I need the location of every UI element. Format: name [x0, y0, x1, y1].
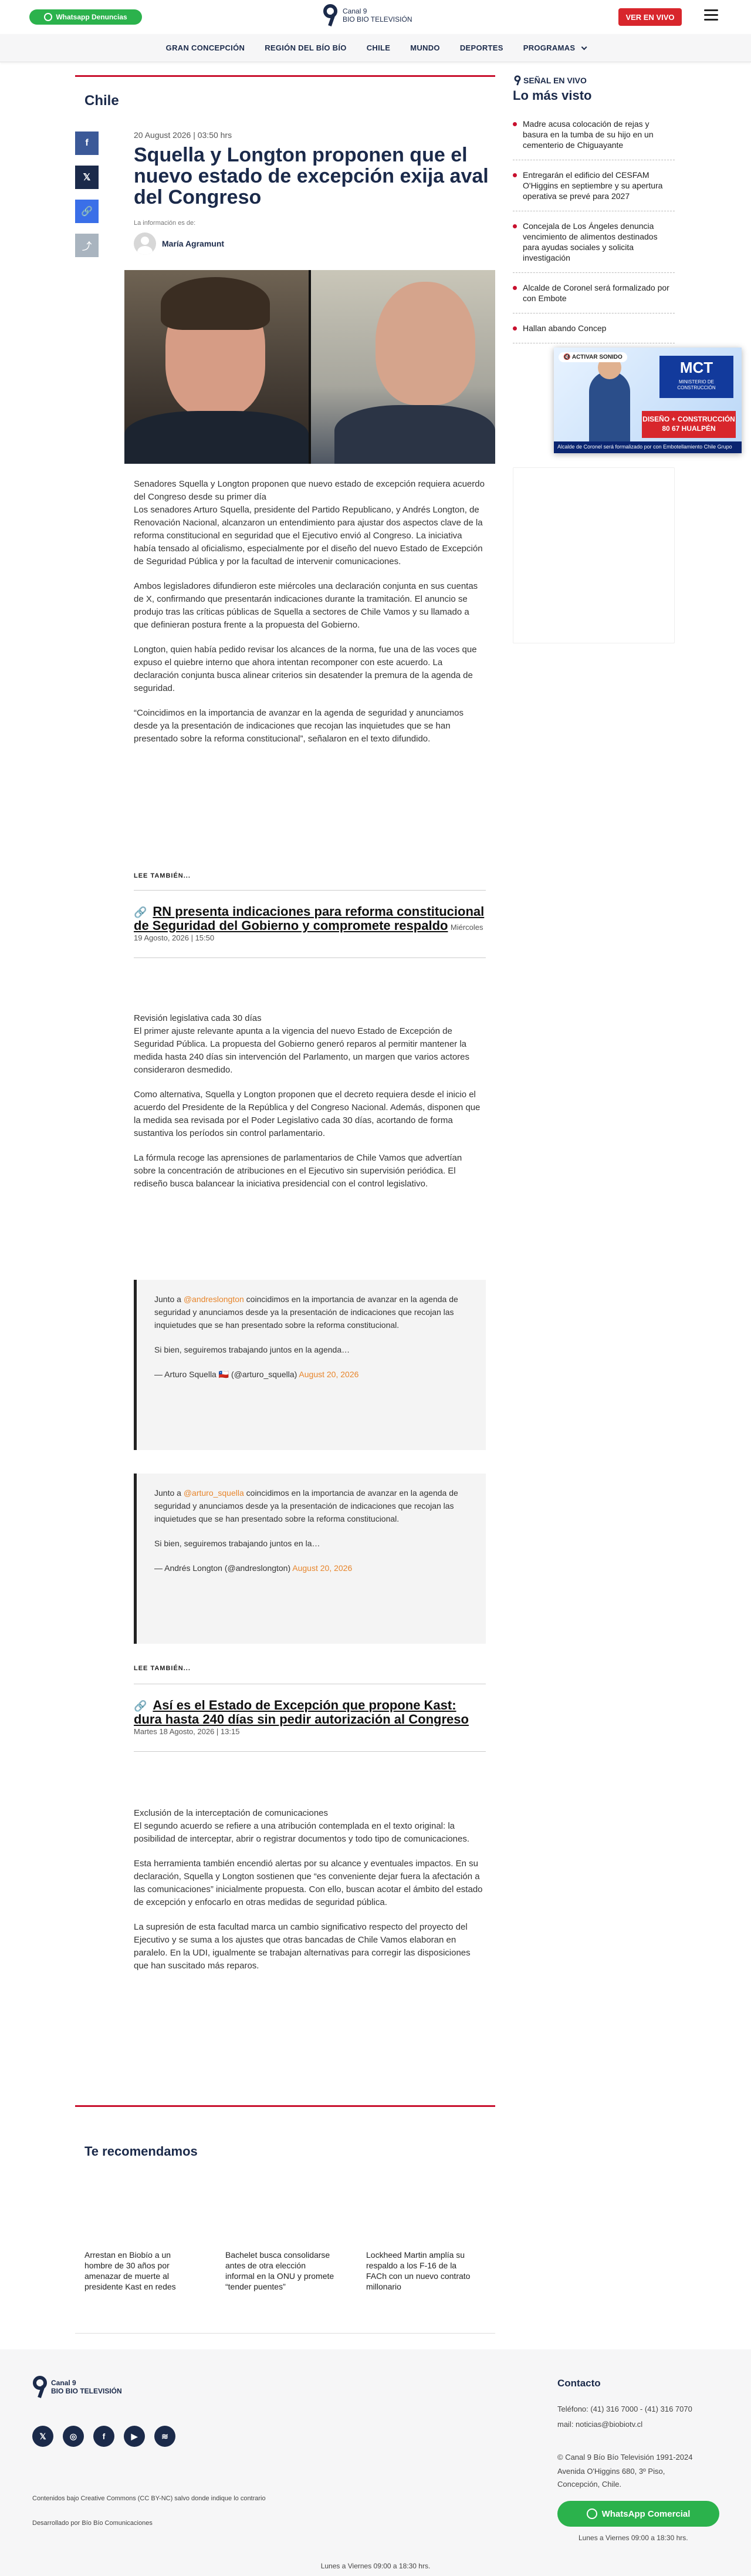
- tweet-line: Si bien, seguiremos trabajando juntos en la agenda…: [154, 1345, 350, 1354]
- live-signal-label: SEÑAL EN VIVO: [523, 76, 587, 85]
- developer-text: Desarrollado por Bío Bío Comunicaciones: [32, 2520, 153, 2527]
- list-item[interactable]: [513, 170, 675, 211]
- live-button[interactable]: VER EN VIVO: [618, 8, 682, 26]
- facebook-icon: f: [85, 138, 89, 148]
- chevron-down-icon: [581, 44, 587, 50]
- share-bar: [75, 132, 101, 268]
- youtube-icon[interactable]: ▶: [124, 2426, 145, 2447]
- article-body-2: [134, 1012, 486, 1202]
- read-also-label: LEE TAMBIÉN...: [134, 1665, 191, 1672]
- live-signal-link[interactable]: [514, 75, 587, 86]
- license-text: Contenidos bajo Creative Commons (CC BY-NC) salvo donde indique lo contrario: [32, 2495, 266, 2502]
- canal9-logo-icon: [32, 2375, 48, 2399]
- floating-video-player[interactable]: [554, 348, 742, 453]
- video-brand: [659, 356, 733, 398]
- contact-title: Contacto: [557, 2378, 601, 2389]
- tweet-mention[interactable]: @arturo_squella: [183, 1488, 244, 1498]
- article-photo: [124, 270, 495, 464]
- paragraph: Revisión legislativa cada 30 días El primer ajuste relevante apunta a la vigencia del nuevo Estado de Excepción de Seguridad Pública. La propuesta del Gobierno generó reparos al permitir mantener la medida hasta 240 días sin intervención del Parlamento, un margen que varios actores consideraron desmedido.: [134, 1013, 469, 1075]
- author[interactable]: [134, 232, 224, 255]
- nav-mundo[interactable]: MUNDO: [410, 43, 440, 52]
- bullet-icon: [513, 224, 517, 228]
- divider: [75, 2105, 495, 2107]
- bullet-icon: [513, 173, 517, 177]
- related-article-2[interactable]: [134, 1684, 486, 1752]
- list-item[interactable]: [513, 323, 675, 343]
- nav-programas-label: PROGRAMAS: [523, 43, 576, 52]
- list-item-label: Hallan abando Concep: [523, 323, 607, 333]
- nav-region-biobio[interactable]: REGIÓN DEL BÍO BÍO: [265, 43, 347, 52]
- canal9-logo-icon: [514, 75, 521, 86]
- share-button[interactable]: [75, 234, 99, 257]
- list-item[interactable]: [513, 119, 675, 160]
- recommend-item[interactable]: Bachelet busca consolidarse antes de otra elección informal en la ONU y promete “tender puentes”: [225, 2250, 334, 2291]
- avatar: [134, 232, 156, 255]
- read-also-label: LEE TAMBIÉN...: [134, 872, 191, 879]
- tweet-text: Junto a: [154, 1294, 184, 1304]
- share-icon: ⤴: [82, 241, 92, 252]
- divider: [75, 2333, 495, 2334]
- list-item-label: Madre acusa colocación de rejas y basura en la tumba de su hijo en un cementerio de Chiguayante: [523, 119, 654, 150]
- article-body-1: [134, 478, 486, 757]
- article-title: Squella y Longton proponen que el nuevo estado de excepción exija aval del Congreso: [134, 144, 489, 208]
- link-icon: 🔗: [134, 906, 147, 918]
- copy-link-button[interactable]: [75, 200, 99, 223]
- footer-logo-line2: BIO BIO TELEVISIÓN: [51, 2387, 122, 2395]
- paragraph: Longton, quien había pedido revisar los alcances de la norma, fue una de las voces que expuso el quiebre interno que ahora intentan recomponer con este acuerdo. La declaración conjunta busca alinear criterios sin desatender la premura de la agenda de seguridad.: [134, 645, 477, 693]
- nav-deportes[interactable]: DEPORTES: [459, 43, 503, 52]
- paragraph: Exclusión de la interceptación de comunicaciones El segundo acuerdo se refiere a una atribución contemplada en el texto original: la posibilidad de interceptar, abrir o registrar documentos y todo tipo de comunicaciones.: [134, 1808, 469, 1844]
- tweet-text: Junto a: [154, 1488, 184, 1498]
- site-logo[interactable]: [323, 4, 412, 27]
- author-name[interactable]: María Agramunt: [162, 239, 225, 248]
- list-item-label: Concejala de Los Ángeles denuncia vencimiento de alimentos destinados para ayudas sociales y solicita investigación: [523, 221, 658, 262]
- paragraph: Esta herramienta también encendió alertas por su alcance y eventuales impactos. En su declaración, Squella y Longton sostienen que “es conveniente dejar fuera la afectación a las comunicaciones” inicialmente propuesta. Con ello, buscan acotar el ámbito del estado de excepción y enfocarlo en otras medidas de seguridad pública.: [134, 1859, 483, 1907]
- copyright: © Canal 9 Bío Bío Televisión 1991-2024: [557, 2453, 693, 2462]
- whatsapp-icon: [587, 2508, 597, 2519]
- paragraph: Ambos legisladores difundieron este miércoles una declaración conjunta en sus cuentas de X, confirmando que presentarán indicaciones durante la tramitación. El anuncio se produjo tras las críticas públicas de Squella a sectores de Chile Vamos y su llamado a que definieran postura frente a la propuesta del Gobierno.: [134, 581, 478, 630]
- main-nav: [0, 34, 751, 62]
- ad-placeholder: [513, 467, 675, 643]
- photo-squella: [124, 270, 309, 464]
- paragraph: La fórmula recoge las aprensiones de parlamentarios de Chile Vamos que advertían sobre la concentración de atribuciones en el Ejecutivo sin supervisión periódica. El rediseño busca balancear la iniciativa presidencial con el control legislativo.: [134, 1153, 462, 1189]
- photo-longton: [311, 270, 495, 464]
- list-item[interactable]: [513, 282, 675, 313]
- info-label: La información es de:: [134, 220, 196, 227]
- link-icon: 🔗: [134, 1700, 147, 1712]
- address-line: Concepción, Chile.: [557, 2480, 622, 2489]
- business-hours: Lunes a Viernes 09:00 a 18:30 hrs.: [579, 2534, 688, 2542]
- video-brand-sub: MINISTERIO DE CONSTRUCCIÓN: [677, 379, 716, 390]
- tweet-signature: — Arturo Squella 🇨🇱 (@arturo_squella): [154, 1370, 299, 1379]
- nav-gran-concepcion[interactable]: GRAN CONCEPCIÓN: [165, 43, 245, 52]
- facebook-share-button[interactable]: [75, 132, 99, 155]
- tweet-date[interactable]: August 20, 2026: [299, 1370, 359, 1379]
- facebook-icon[interactable]: f: [93, 2426, 114, 2447]
- logo-line2: BIO BIO TELEVISIÓN: [343, 15, 412, 23]
- recommend-item[interactable]: Lockheed Martin amplía su respaldo a los F-16 de la FACh con un nuevo contrato millonario: [366, 2250, 471, 2291]
- bullet-icon: [513, 326, 517, 331]
- address-line: Avenida O'Higgins 680, 3º Piso,: [557, 2467, 665, 2476]
- recommend-item[interactable]: Arrestan en Biobío a un hombre de 30 años por amenazar de muerte al presidente Kast en redes: [84, 2250, 176, 2291]
- related-title[interactable]: RN presenta indicaciones para reforma constitucional de Seguridad del Gobierno y compromete respaldo: [134, 904, 485, 933]
- video-ticker: Alcalde de Coronel será formalizado por con Embotellamiento Chile Grupo: [554, 441, 742, 453]
- article-date: 20 August 2026 | 03:50 hrs: [134, 130, 232, 140]
- divider: [75, 75, 495, 77]
- activate-sound-button[interactable]: 🔇 ACTIVAR SONIDO: [559, 352, 627, 362]
- paragraph: “Coincidimos en la importancia de avanzar en la agenda de seguridad y anunciamos desde ya la presentación de indicaciones que recojan las inquietudes que se han presentado sobre la reforma constitucional”, señalaron en el texto difundido.: [134, 708, 464, 744]
- whatsapp-label: Whatsapp Denuncias: [56, 13, 127, 21]
- x-share-button[interactable]: [75, 166, 99, 189]
- contact-phone: Teléfono: (41) 316 7000 - (41) 316 7070: [557, 2405, 692, 2413]
- related-date: Miércoles 19 Agosto, 2026 | 15:50: [134, 923, 483, 942]
- most-viewed-list: [513, 119, 675, 353]
- contact-mail[interactable]: mail: noticias@biobiotv.cl: [557, 2420, 643, 2429]
- video-banner-line: 80 67 HUALPÉN: [662, 424, 716, 433]
- social-links: [32, 2426, 175, 2447]
- spotify-icon[interactable]: ≋: [154, 2426, 175, 2447]
- footer: [0, 2349, 751, 2576]
- video-banner-line: DISEÑO + CONSTRUCCIÓN: [642, 415, 735, 423]
- embedded-tweet-1: [134, 1280, 486, 1450]
- hamburger-menu-icon[interactable]: [704, 9, 718, 22]
- most-viewed-title: Lo más visto: [513, 88, 592, 103]
- footer-logo[interactable]: [32, 2375, 122, 2399]
- tweet-signature: — Andrés Longton (@andreslongton): [154, 1563, 293, 1573]
- related-title[interactable]: Así es el Estado de Excepción que propone Kast: dura hasta 240 días sin pedir autorización al Congreso: [134, 1698, 469, 1727]
- instagram-icon[interactable]: ◎: [63, 2426, 84, 2447]
- whatsapp-icon: [44, 13, 52, 21]
- x-icon[interactable]: 𝕏: [32, 2426, 53, 2447]
- nav-programas[interactable]: [523, 43, 586, 52]
- list-item-label: Entregarán el edificio del CESFAM O'Higgins en septiembre y su apertura operativa se prevé para 2027: [523, 170, 663, 201]
- paragraph: La supresión de esta facultad marca un cambio significativo respecto del proyecto del Ejecutivo y se suma a los ajustes que otras bancadas de Chile Vamos elaboran en paralelo. En la UDI, igualmente se trabajan alternativas para corregir las disposiciones que han suscitado más reparos.: [134, 1922, 471, 1971]
- business-hours: Lunes a Viernes 09:00 a 18:30 hrs.: [320, 2562, 431, 2570]
- nav-chile[interactable]: CHILE: [366, 43, 391, 52]
- top-bar: [0, 0, 751, 34]
- article-body-3: [134, 1807, 486, 1984]
- list-item[interactable]: [513, 221, 675, 273]
- paragraph: Senadores Squella y Longton proponen que nuevo estado de excepción requiera acuerdo del Congreso desde su primer día Los senadores Arturo Squella, presidente del Partido Republicano, y Andrés Longton, de Renovación Nacional, alcanzaron un entendimiento para ajustar dos aspectos clave de la reforma constitucional en seguridad que el Ejecutivo envió al Congreso. La iniciativa había tensado al oficialismo, especialmente por el diseño del nuevo Estado de Excepción de Seguridad Pública y por la facultad de intervenir comunicaciones.: [134, 479, 485, 567]
- embedded-tweet-2: [134, 1474, 486, 1644]
- tweet-date[interactable]: August 20, 2026: [292, 1563, 353, 1573]
- tweet-text: coincidimos en la importancia de avanzar en la agenda de seguridad y anunciamos desde ya la presentación de indicaciones que recojan las inquietudes que se han presentado sobre la reforma constitucional.: [154, 1488, 458, 1523]
- video-banner: [642, 411, 736, 438]
- bullet-icon: [513, 122, 517, 126]
- whatsapp-commercial-label: WhatsApp Comercial: [601, 2508, 691, 2519]
- logo-line1: Canal 9: [343, 7, 367, 15]
- paragraph: Como alternativa, Squella y Longton proponen que el decreto requiera desde el inicio el acuerdo del Presidente de la República y del Congreso Nacional. Además, disponen que la medida sea revisada por el Poder Legislativo cada 30 días, acortando de forma sustantiva los períodos sin control parlamentario.: [134, 1090, 481, 1138]
- related-article-1[interactable]: [134, 890, 486, 958]
- tweet-line: Si bien, seguiremos trabajando juntos en la…: [154, 1539, 320, 1548]
- related-date: Martes 18 Agosto, 2026 | 13:15: [134, 1727, 240, 1736]
- x-icon: 𝕏: [83, 173, 91, 183]
- canal9-logo-icon: [323, 4, 338, 27]
- section-label: Chile: [84, 93, 119, 109]
- tweet-mention[interactable]: @andreslongton: [183, 1294, 244, 1304]
- bullet-icon: [513, 286, 517, 290]
- video-figure: [589, 371, 630, 441]
- whatsapp-commercial-button[interactable]: [557, 2501, 719, 2527]
- recommend-title: Te recomendamos: [84, 2144, 198, 2159]
- footer-logo-line1: Canal 9: [51, 2379, 76, 2387]
- tweet-text: coincidimos en la importancia de avanzar en la agenda de seguridad y anunciamos desde ya la presentación de indicaciones que recojan las inquietudes que se han presentado sobre la reforma constitucional.: [154, 1294, 458, 1330]
- whatsapp-denuncias-button[interactable]: [29, 9, 142, 25]
- list-item-label: Alcalde de Coronel será formalizado por con Embote: [523, 283, 669, 303]
- video-brand-name: MCT: [679, 359, 713, 376]
- link-icon: 🔗: [81, 207, 93, 217]
